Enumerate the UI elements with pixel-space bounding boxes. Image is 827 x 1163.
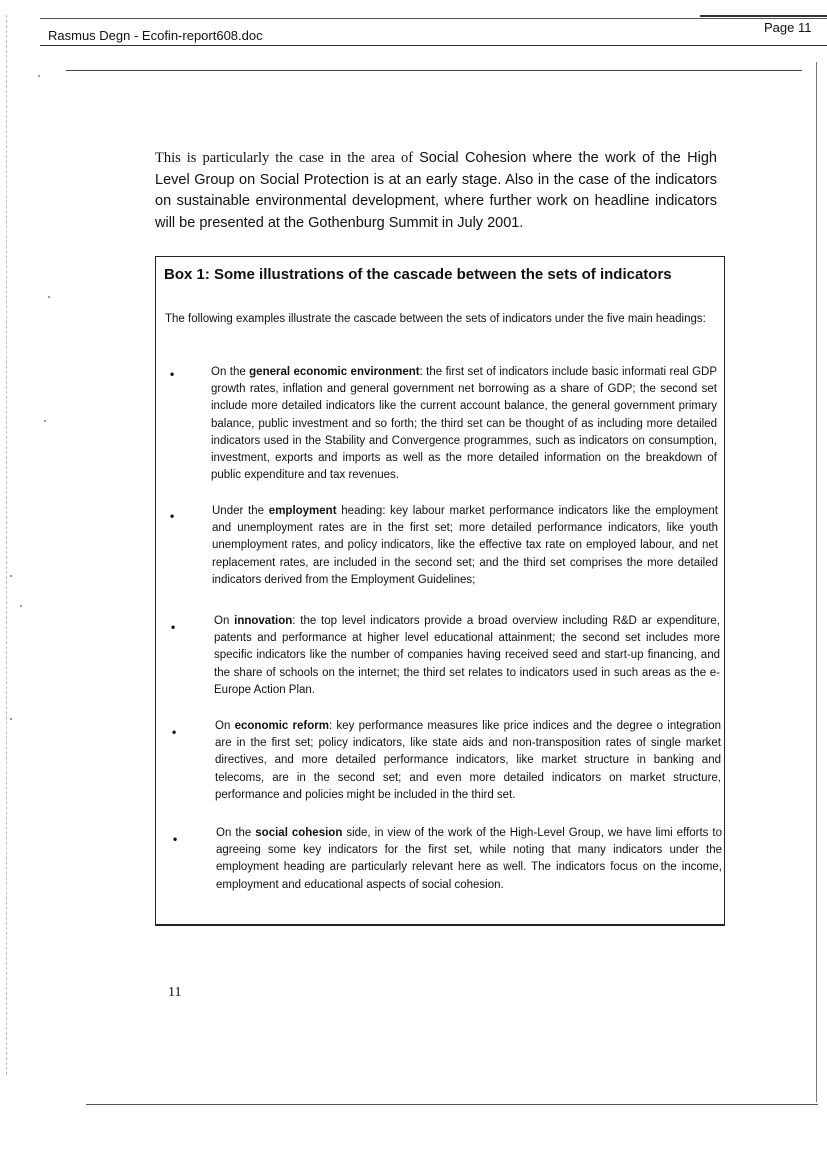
header-page-label: Page 11	[764, 20, 812, 35]
item-text: side, in view of the work of the High-Level Group, we have limi efforts to agreeing some key indicators for the first set, while noting that many indicators under the employment heading are particularly relevant here as well. The indicators focus on the income, employment and educational aspects of social cohesion.	[216, 827, 722, 891]
item-heading: employment	[268, 505, 337, 517]
intro-paragraph	[155, 148, 717, 234]
scan-speck	[44, 420, 46, 422]
item-lead: On	[214, 615, 235, 627]
list-item-economic-environment	[211, 364, 717, 484]
item-text: heading: key labour market performance indicators like the employment and unemployment rates are in the first set; more detailed performance indicators, like youth unemployment rates, and policy indicators, like the effective tax rate on employed labour, and net replacement rates, are included in the second set; and the third set comprises the more detailed indicators derived from the Employment Guidelines;	[212, 505, 719, 586]
scan-speck	[10, 718, 12, 720]
page-frame-top	[66, 70, 802, 71]
document-header-title: Rasmus Degn - Ecofin-report608.doc	[48, 28, 263, 43]
bullet-icon: •	[171, 620, 176, 634]
page-number: 11	[168, 985, 182, 1000]
list-item-innovation	[214, 613, 720, 699]
box-intro: The following examples illustrate the cascade between the sets of indicators under the five main headings:	[165, 313, 706, 325]
scan-speck	[48, 296, 50, 298]
item-text: : the first set of indicators include basic informati real GDP growth rates, inflation and general government net borrowing as a share of GDP; the second set include more detailed indicators like the current account balance, the general government primary balance, public investment and so forth; the third set can be thought of as including more detailed indicators used in the Stability and Convergence programmes, such as indicators on consumption, investment, exports and imports as well as the more detailed information on the breakdown of public expenditure and tax revenues.	[211, 366, 717, 482]
scan-margin-line	[6, 15, 7, 1075]
item-text: : key performance measures like price indices and the degree o integration are in the first set; policy indicators, like state aids and non-transposition rates of single market directives, and more detailed performance indicators, like market structure in banking and telecoms, are in the second set; and even more detailed indicators on market structure, performance and policies might be included in the third set.	[215, 720, 721, 801]
header-rule-top	[40, 18, 827, 19]
item-lead: On the	[216, 827, 256, 839]
item-heading: innovation	[234, 615, 293, 627]
page-frame-right	[816, 62, 817, 1102]
item-heading: general economic environment	[249, 366, 420, 378]
list-item-employment	[212, 503, 718, 589]
intro-text-serif: This is particularly the case in the area of	[155, 150, 420, 166]
list-item-social-cohesion	[216, 825, 722, 894]
bullet-icon: •	[170, 509, 175, 523]
item-heading: economic reform	[234, 720, 329, 732]
scan-speck	[38, 75, 40, 77]
scan-speck	[20, 605, 22, 607]
bullet-icon: •	[172, 725, 177, 739]
item-heading: social cohesion	[255, 827, 343, 839]
box-title: Box 1: Some illustrations of the cascade between the sets of indicators	[164, 266, 672, 283]
intro-text: Social Cohesion where the work of the High Level Group on Social Protection is at an early stage. Also in the case of the indicators on sustainable environmental development, where further work on headline indicators will be presented at the Gothenburg Summit in July 2001.	[155, 150, 717, 231]
bullet-icon: •	[170, 367, 175, 381]
item-lead: Under the	[212, 505, 269, 517]
header-top-rule	[700, 15, 827, 17]
header-rule-bottom	[40, 45, 827, 46]
bullet-icon: •	[173, 832, 178, 846]
item-lead: On the	[211, 366, 250, 378]
scan-speck	[10, 575, 12, 577]
list-item-economic-reform	[215, 718, 721, 804]
item-lead: On	[215, 720, 235, 732]
item-text: : the top level indicators provide a broad overview including R&D ar expenditure, patents and performance at higher level educational attainment; the second set includes more specific indicators like the number of companies having received seed and start-up financing, and the share of schools on the internet; the third set relates to indicators used in such areas as the e-Europe Action Plan.	[214, 615, 720, 696]
page-frame-bottom	[86, 1104, 818, 1105]
